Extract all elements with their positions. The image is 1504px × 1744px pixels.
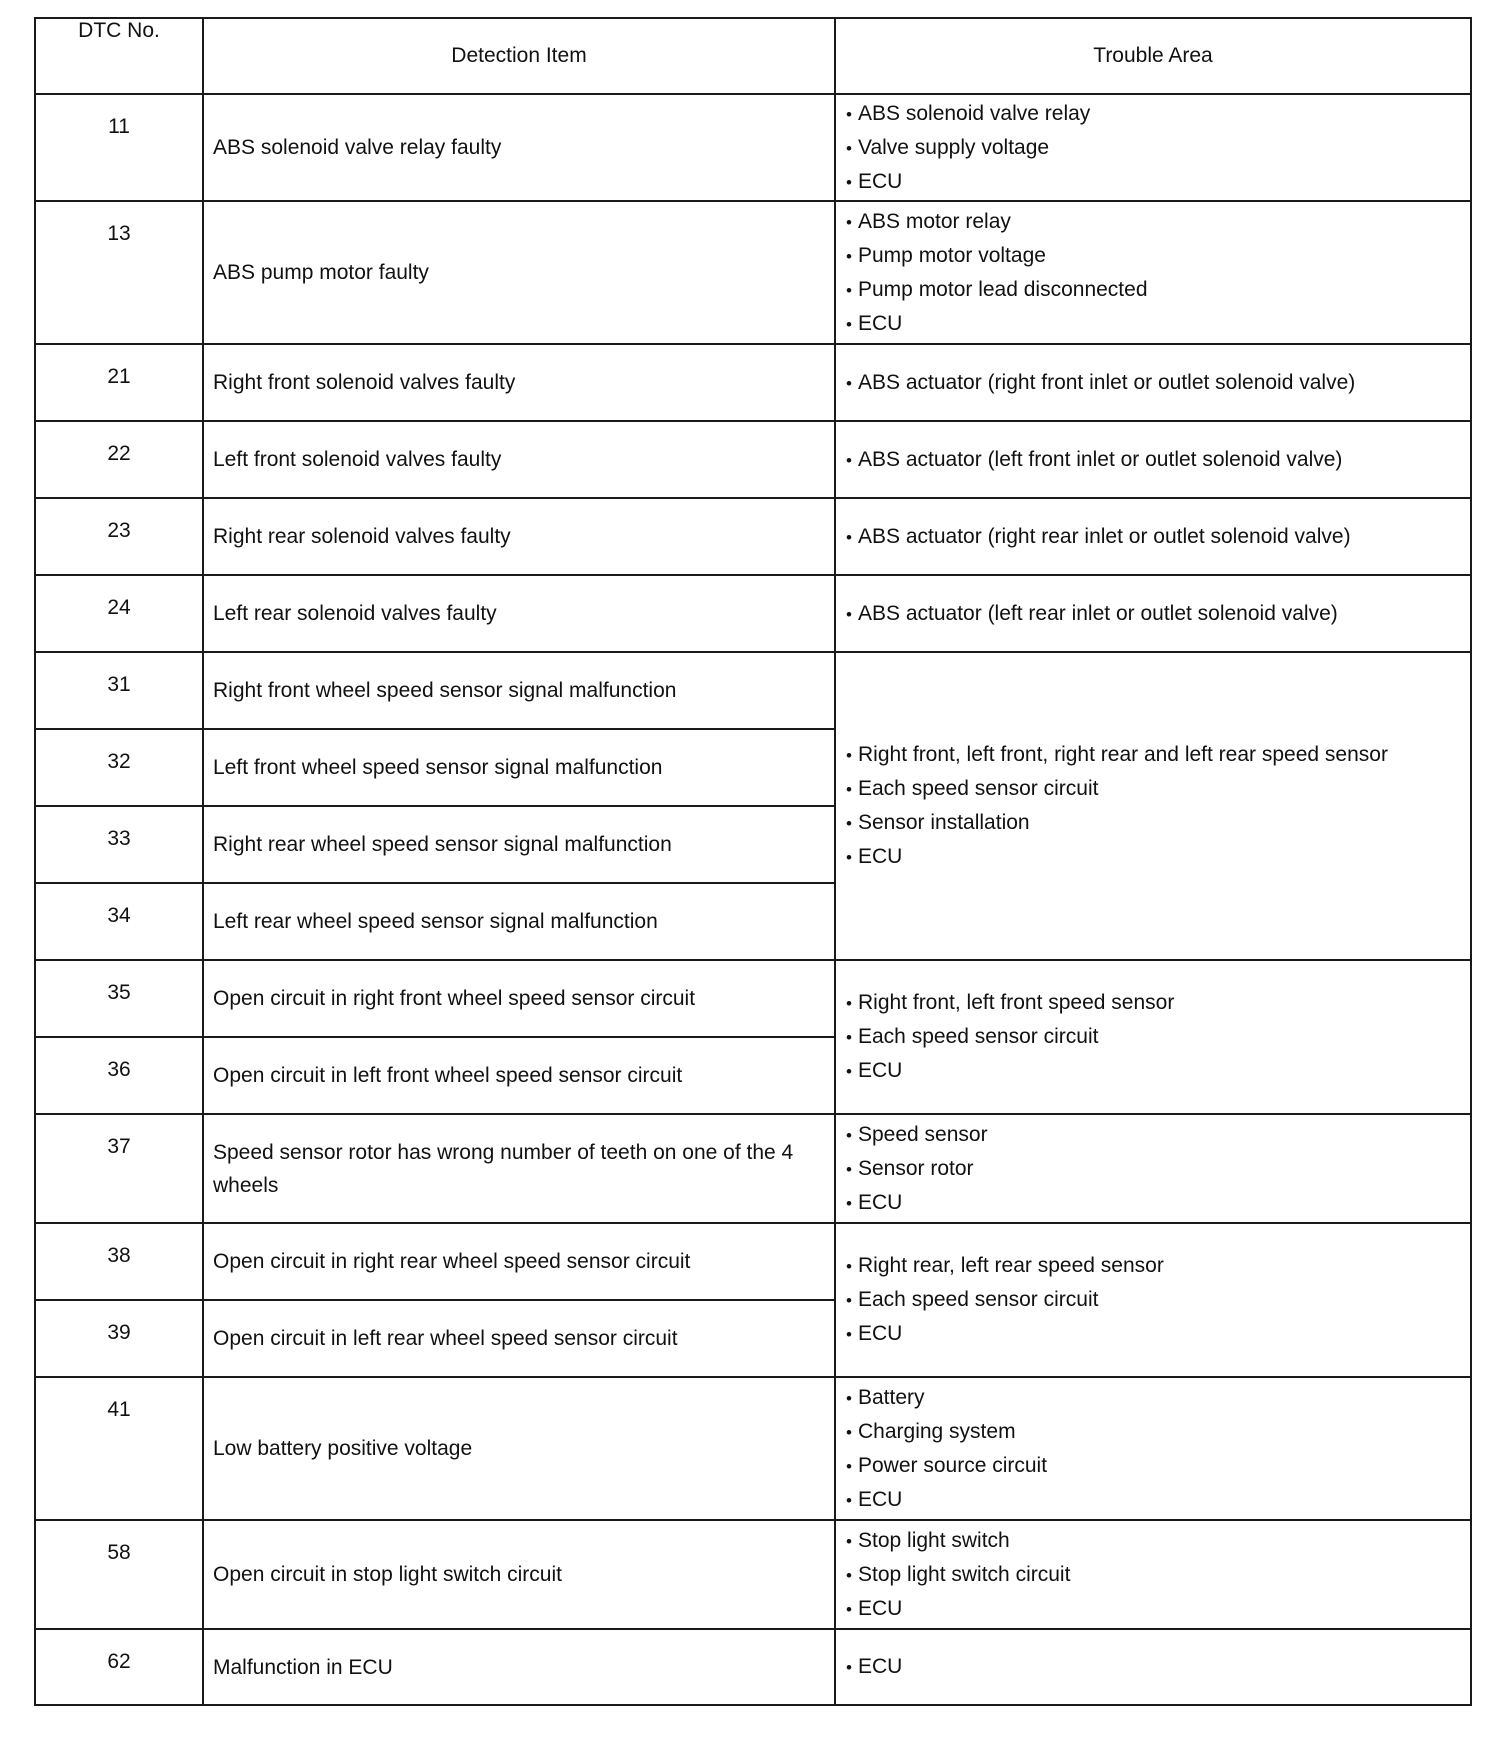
trouble-area-item: • Stop light switch circuit	[846, 1558, 1470, 1592]
trouble-area-list	[846, 1650, 1470, 1684]
trouble-area-item: • Right front, left front, right rear and left rear speed sensor	[846, 738, 1470, 772]
trouble-area	[835, 421, 1471, 498]
trouble-area-item: • Right rear, left rear speed sensor	[846, 1249, 1470, 1283]
trouble-area-item: • ABS actuator (left rear inlet or outlet solenoid valve)	[846, 597, 1470, 631]
trouble-area-item: • ECU	[846, 307, 1470, 341]
dtc-code: 21	[35, 344, 203, 421]
trouble-area-list	[846, 520, 1470, 554]
trouble-area	[835, 1223, 1471, 1377]
trouble-area-item: • ABS motor relay	[846, 205, 1470, 239]
detection-item: Open circuit in right front wheel speed sensor circuit	[203, 960, 835, 1037]
trouble-area-item: • Pump motor lead disconnected	[846, 273, 1470, 307]
trouble-area	[835, 1377, 1471, 1520]
detection-item: Speed sensor rotor has wrong number of teeth on one of the 4 wheels	[203, 1114, 835, 1223]
trouble-area-item: • Speed sensor	[846, 1118, 1470, 1152]
trouble-area-list	[846, 443, 1470, 477]
table-row	[35, 498, 1471, 575]
trouble-area	[835, 94, 1471, 201]
dtc-code: 22	[35, 421, 203, 498]
table-row	[35, 1520, 1471, 1629]
trouble-area-list	[846, 1118, 1470, 1220]
trouble-area	[835, 1520, 1471, 1629]
table-row	[35, 421, 1471, 498]
detection-item: Right front wheel speed sensor signal malfunction	[203, 652, 835, 729]
dtc-code: 37	[35, 1114, 203, 1223]
table-row	[35, 1114, 1471, 1223]
dtc-code: 13	[35, 201, 203, 344]
trouble-area-list	[846, 1524, 1470, 1626]
detection-item: Right rear wheel speed sensor signal malfunction	[203, 806, 835, 883]
dtc-code: 31	[35, 652, 203, 729]
trouble-area-item: • Each speed sensor circuit	[846, 1020, 1470, 1054]
dtc-code: 33	[35, 806, 203, 883]
trouble-area-item: • ECU	[846, 1592, 1470, 1626]
trouble-area-item: • ECU	[846, 1186, 1470, 1220]
trouble-area-item: • Charging system	[846, 1415, 1470, 1449]
trouble-area-item: • Sensor rotor	[846, 1152, 1470, 1186]
detection-item: Open circuit in left rear wheel speed sensor circuit	[203, 1300, 835, 1377]
detection-item: Right front solenoid valves faulty	[203, 344, 835, 421]
trouble-area-item: • Right front, left front speed sensor	[846, 986, 1470, 1020]
table-body	[35, 94, 1471, 1705]
dtc-code: 34	[35, 883, 203, 960]
trouble-area-item: • ABS solenoid valve relay	[846, 97, 1470, 131]
trouble-area-item: • Pump motor voltage	[846, 239, 1470, 273]
trouble-area-item: • Valve supply voltage	[846, 131, 1470, 165]
dtc-code: 58	[35, 1520, 203, 1629]
table-row	[35, 960, 1471, 1037]
trouble-area-item: • ABS actuator (right rear inlet or outlet solenoid valve)	[846, 520, 1470, 554]
dtc-code: 38	[35, 1223, 203, 1300]
dtc-code: 41	[35, 1377, 203, 1520]
dtc-code: 23	[35, 498, 203, 575]
trouble-area-item: • ABS actuator (left front inlet or outlet solenoid valve)	[846, 443, 1470, 477]
dtc-code: 24	[35, 575, 203, 652]
trouble-area-item: • ECU	[846, 1054, 1470, 1088]
trouble-area-item: • Stop light switch	[846, 1524, 1470, 1558]
trouble-area	[835, 498, 1471, 575]
trouble-area-list	[846, 597, 1470, 631]
dtc-code: 36	[35, 1037, 203, 1114]
trouble-area	[835, 201, 1471, 344]
detection-item: Right rear solenoid valves faulty	[203, 498, 835, 575]
header-detection-item: Detection Item	[203, 18, 835, 94]
trouble-area-list	[846, 205, 1470, 341]
trouble-area	[835, 1629, 1471, 1705]
table-row	[35, 1629, 1471, 1705]
trouble-area-item: • Each speed sensor circuit	[846, 772, 1470, 806]
trouble-area	[835, 575, 1471, 652]
detection-item: Left front wheel speed sensor signal malfunction	[203, 729, 835, 806]
trouble-area-list	[846, 986, 1470, 1088]
trouble-area	[835, 344, 1471, 421]
trouble-area-item: • Each speed sensor circuit	[846, 1283, 1470, 1317]
trouble-area-item: • ECU	[846, 1483, 1470, 1517]
table-row	[35, 575, 1471, 652]
trouble-area-item: • Battery	[846, 1381, 1470, 1415]
header-trouble-area: Trouble Area	[835, 18, 1471, 94]
detection-item: ABS solenoid valve relay faulty	[203, 94, 835, 201]
detection-item: Open circuit in right rear wheel speed sensor circuit	[203, 1223, 835, 1300]
table-row	[35, 1377, 1471, 1520]
trouble-area-item: • Power source circuit	[846, 1449, 1470, 1483]
detection-item: Open circuit in left front wheel speed sensor circuit	[203, 1037, 835, 1114]
table-row	[35, 652, 1471, 729]
trouble-area-list	[846, 1249, 1470, 1351]
trouble-area-item: • Sensor installation	[846, 806, 1470, 840]
detection-item: Left rear solenoid valves faulty	[203, 575, 835, 652]
trouble-area-item: • ECU	[846, 1317, 1470, 1351]
trouble-area	[835, 1114, 1471, 1223]
dtc-code: 62	[35, 1629, 203, 1705]
table-row	[35, 201, 1471, 344]
trouble-area-list	[846, 738, 1470, 874]
table-row	[35, 94, 1471, 201]
header-dtc-no: DTC No.	[35, 18, 203, 94]
trouble-area-item: • ABS actuator (right front inlet or outlet solenoid valve)	[846, 366, 1470, 400]
trouble-area-item: • ECU	[846, 1650, 1470, 1684]
detection-item: Open circuit in stop light switch circuit	[203, 1520, 835, 1629]
trouble-area-item: • ECU	[846, 165, 1470, 199]
detection-item: Malfunction in ECU	[203, 1629, 835, 1705]
dtc-code: 11	[35, 94, 203, 201]
dtc-code: 32	[35, 729, 203, 806]
header-row	[35, 18, 1471, 94]
trouble-area-list	[846, 1381, 1470, 1517]
trouble-area-item: • ECU	[846, 840, 1470, 874]
trouble-area	[835, 652, 1471, 960]
table-header	[35, 18, 1471, 94]
trouble-area-list	[846, 97, 1470, 199]
detection-item: Left rear wheel speed sensor signal malfunction	[203, 883, 835, 960]
trouble-area	[835, 960, 1471, 1114]
detection-item: Left front solenoid valves faulty	[203, 421, 835, 498]
dtc-code: 39	[35, 1300, 203, 1377]
detection-item: ABS pump motor faulty	[203, 201, 835, 344]
detection-item: Low battery positive voltage	[203, 1377, 835, 1520]
table-row	[35, 1223, 1471, 1300]
table-row	[35, 344, 1471, 421]
dtc-table	[34, 17, 1472, 1706]
dtc-code: 35	[35, 960, 203, 1037]
trouble-area-list	[846, 366, 1470, 400]
